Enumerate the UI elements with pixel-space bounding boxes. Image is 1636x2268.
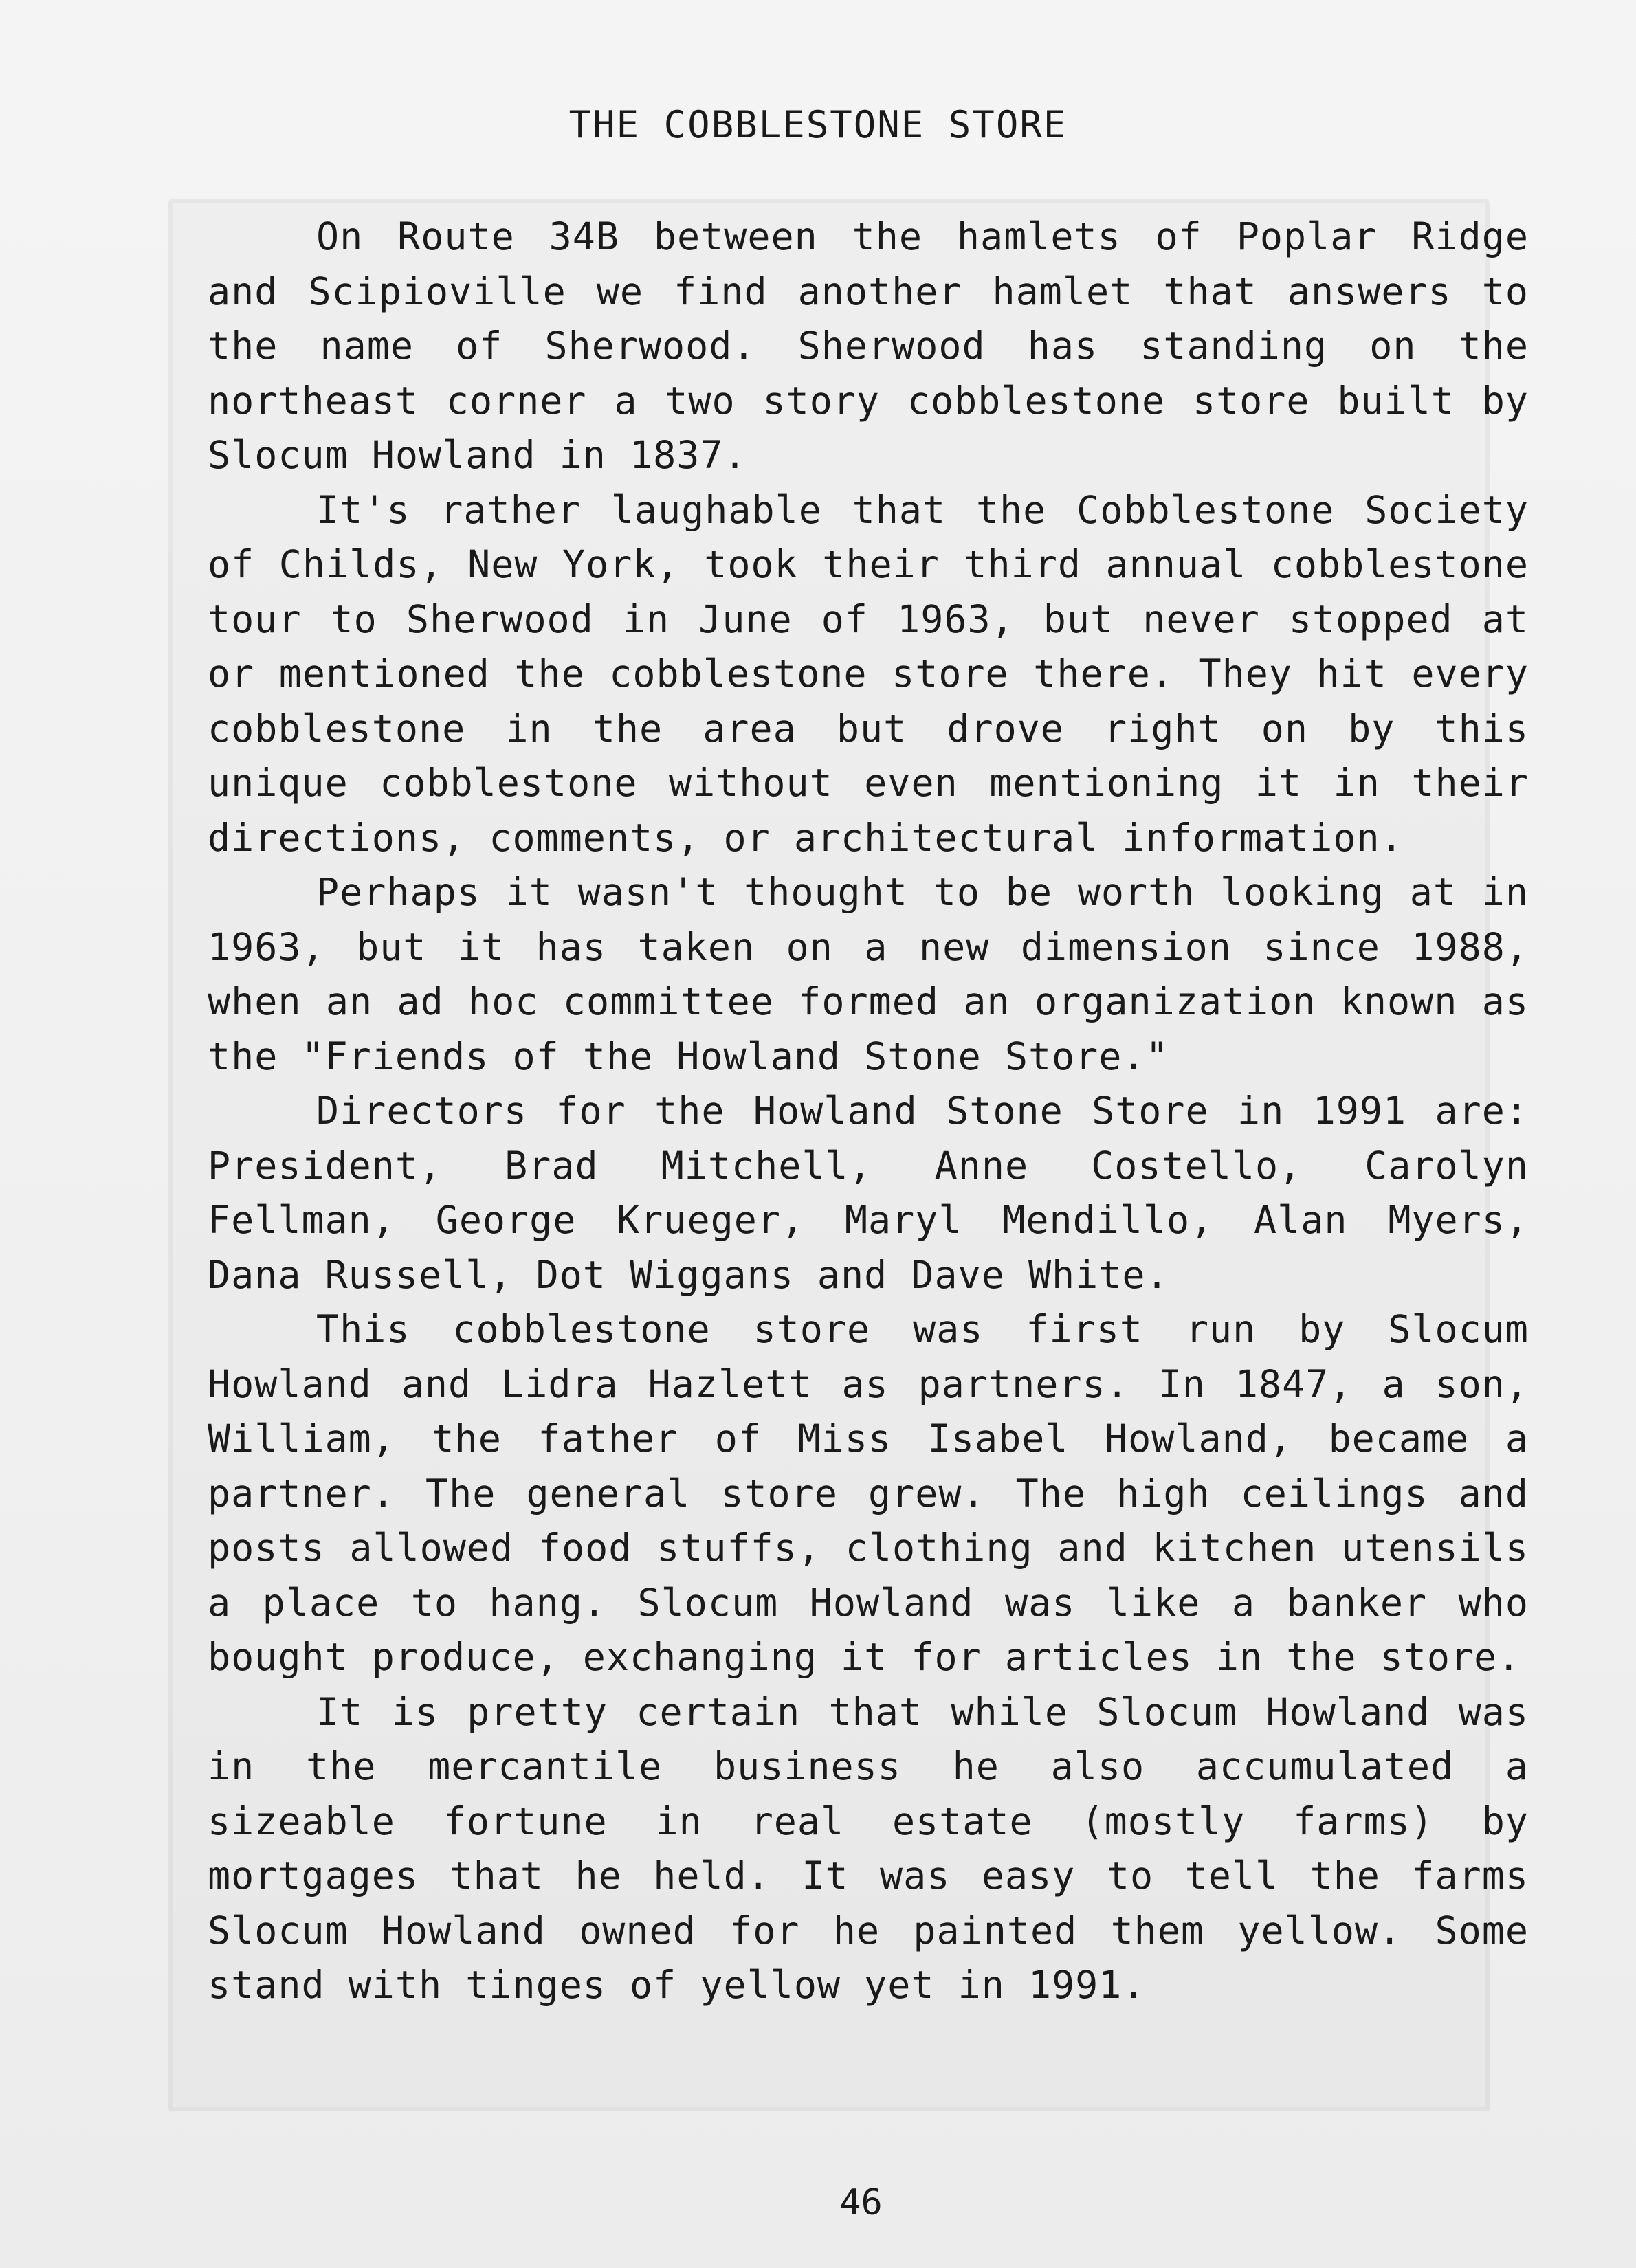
body-text: [208, 210, 1529, 2013]
paragraph-cobblestone-society: It's rather laughable that the Cobblestone Society of Childs, New York, took their third annual cobblestone tour to Sherwood in June of 1963, but never stopped at or mentioned the cobblestone store there. They hit every cobblestone in the area but drove right on by this unique cobblestone without even mentioning it in their directions, comments, or architectural information.: [208, 487, 1529, 860]
paragraph-store-history: This cobblestone store was first run by Slocum Howland and Lidra Hazlett as partners. In 1847, a son, William, the father of Miss Isabel Howland, became a partner. The general store grew. The high ceilings and posts allowed food stuffs, clothing and kitchen utensils a place to hang. Slocum Howland was like a banker who bought produce, exchanging it for articles in the store.: [208, 1307, 1529, 1679]
page-title: THE COBBLESTONE STORE: [568, 103, 1068, 146]
paragraph-friends-of-store: Perhaps it wasn't thought to be worth looking at in 1963, but it has taken on a new dimension since 1988, when an ad hoc committee formed an organization known as the "Friends of the Howland Stone Store.": [208, 870, 1529, 1078]
paragraph-route-34b: On Route 34B between the hamlets of Poplar Ridge and Scipioville we find another hamlet that answers to the name of Sherwood. Sherwood has standing on the northeast corner a two story cobblestone store built by Slocum Howland in 1837.: [208, 214, 1529, 477]
page-number: 46: [839, 2182, 883, 2223]
paragraph-directors: Directors for the Howland Stone Store in 1991 are: President, Brad Mitchell, Anne Costello, Carolyn Fellman, George Krueger, Maryl Mendillo, Alan Myers, Dana Russell, Dot Wiggans and Dave White.: [208, 1089, 1529, 1297]
paragraph-real-estate: It is pretty certain that while Slocum Howland was in the mercantile business he also accumulated a sizeable fortune in real estate (mostly farms) by mortgages that he held. It was easy to tell the farms Slocum Howland owned for he painted them yellow. Some stand with tinges of yellow yet in 1991.: [208, 1689, 1529, 2007]
